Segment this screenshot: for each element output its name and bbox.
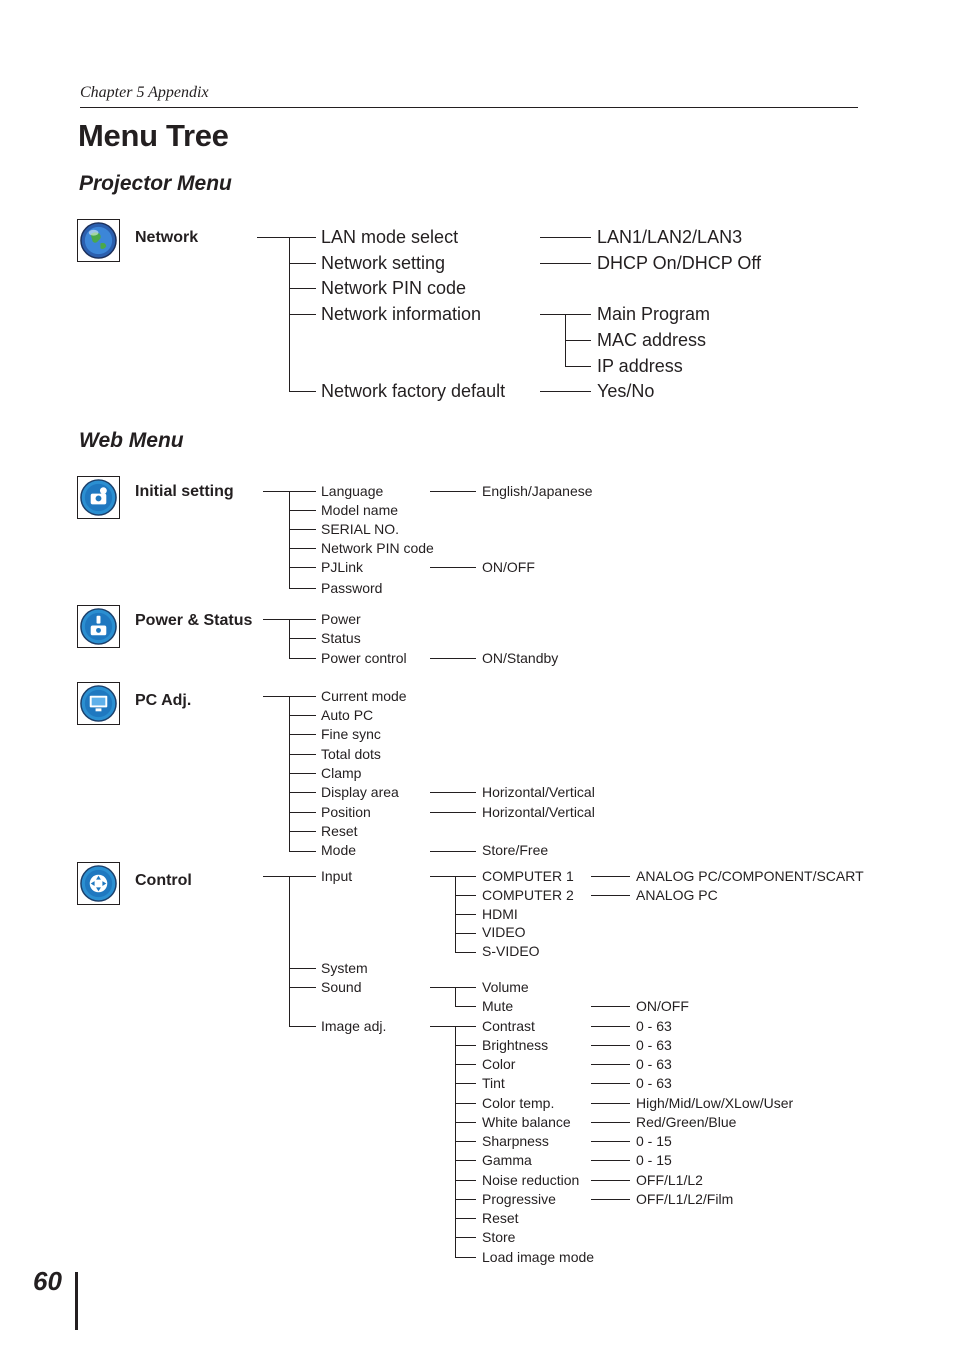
connector-line xyxy=(289,263,316,264)
connector-line xyxy=(430,792,476,793)
sub-item: Load image mode xyxy=(482,1249,595,1265)
sub-item: Mute xyxy=(482,998,514,1014)
option-value: 0 - 15 xyxy=(636,1152,672,1168)
menu-item: Network factory default xyxy=(321,381,506,401)
connector-line xyxy=(565,366,591,367)
option-value: Main Program xyxy=(597,304,711,324)
connector-line xyxy=(455,1199,476,1200)
menu-item: Total dots xyxy=(321,746,381,762)
sub-item: Color xyxy=(482,1056,516,1072)
menu-item: Clamp xyxy=(321,765,362,781)
option-value: ON/OFF xyxy=(482,559,535,575)
option-value: Red/Green/Blue xyxy=(636,1114,737,1130)
option-value: Store/Free xyxy=(482,842,549,858)
menu-item: Language xyxy=(321,483,384,499)
connector-line xyxy=(289,548,316,549)
connector-line xyxy=(430,812,476,813)
connector-line xyxy=(289,288,316,289)
menu-item: Reset xyxy=(321,823,358,839)
connector-line xyxy=(591,1122,630,1123)
connector-line xyxy=(430,851,476,852)
connector-line xyxy=(540,391,591,392)
page-number: 60 xyxy=(33,1266,62,1296)
connector-line xyxy=(289,715,316,716)
sub-item: Store xyxy=(482,1229,516,1245)
connector-line xyxy=(591,1006,630,1007)
connector-line xyxy=(591,1199,630,1200)
option-value: Horizontal/Vertical xyxy=(482,784,595,800)
menu-item: Auto PC xyxy=(321,707,374,723)
connector-line xyxy=(591,895,630,896)
globe-icon xyxy=(77,219,120,262)
option-value: OFF/L1/L2 xyxy=(636,1172,703,1188)
monitor-icon xyxy=(77,682,120,725)
connector-line xyxy=(430,658,476,659)
connector-line xyxy=(591,1103,630,1104)
connector-line xyxy=(540,237,591,238)
connector-line xyxy=(289,792,316,793)
menu-item: SERIAL NO. xyxy=(321,521,400,537)
connector-line xyxy=(257,237,316,238)
connector-line xyxy=(591,1083,630,1084)
connector-line xyxy=(455,895,476,896)
sub-item: Progressive xyxy=(482,1191,556,1207)
menu-item: Network setting xyxy=(321,253,446,273)
connector-line xyxy=(289,314,316,315)
sub-item: Gamma xyxy=(482,1152,532,1168)
connector-line xyxy=(289,588,316,589)
sub-item: Noise reduction xyxy=(482,1172,580,1188)
menu-item: Display area xyxy=(321,784,399,800)
settings-gear-icon xyxy=(77,476,120,519)
option-value: 0 - 15 xyxy=(636,1133,672,1149)
connector-line xyxy=(289,968,316,969)
option-value: ON/Standby xyxy=(482,650,559,666)
connector-line xyxy=(430,567,476,568)
menu-item: LAN mode select xyxy=(321,227,459,247)
page-number-bar xyxy=(75,1272,78,1330)
power-status-icon xyxy=(77,605,120,648)
menu-item: Input xyxy=(321,868,353,884)
connector-line xyxy=(455,1218,476,1219)
option-value: English/Japanese xyxy=(482,483,593,499)
connector-line xyxy=(455,1237,476,1238)
connector-line xyxy=(289,773,316,774)
menu-item: Power xyxy=(321,611,361,627)
connector-line xyxy=(591,1160,630,1161)
connector-line xyxy=(289,1026,316,1027)
menu-item: Status xyxy=(321,630,361,646)
projector-menu-heading: Projector Menu xyxy=(79,172,232,195)
connector-line xyxy=(289,831,316,832)
connector-line xyxy=(289,567,316,568)
option-value: Horizontal/Vertical xyxy=(482,804,595,820)
option-value: 0 - 63 xyxy=(636,1018,672,1034)
connector-line xyxy=(591,1141,630,1142)
sub-item: Contrast xyxy=(482,1018,535,1034)
sub-item: White balance xyxy=(482,1114,571,1130)
option-value: DHCP On/DHCP Off xyxy=(597,253,762,273)
category-control: Control xyxy=(135,872,192,889)
sub-item: Volume xyxy=(482,979,529,995)
connector-line xyxy=(289,876,290,1026)
sub-item: Color temp. xyxy=(482,1095,555,1111)
menu-item: Model name xyxy=(321,502,399,518)
category-power-status: Power & Status xyxy=(135,612,253,629)
connector-line xyxy=(455,1122,476,1123)
connector-line xyxy=(455,1257,476,1258)
menu-item: PJLink xyxy=(321,559,364,575)
connector-line xyxy=(455,1083,476,1084)
connector-line xyxy=(455,914,476,915)
menu-item: Position xyxy=(321,804,371,820)
connector-line xyxy=(430,1026,476,1027)
connector-line xyxy=(289,987,316,988)
page-title: Menu Tree xyxy=(78,118,229,153)
menu-item: Image adj. xyxy=(321,1018,387,1034)
menu-item: Network PIN code xyxy=(321,540,434,556)
option-value: ANALOG PC/COMPONENT/SCART xyxy=(636,868,864,884)
connector-line xyxy=(289,812,316,813)
option-value: Yes/No xyxy=(597,381,655,401)
option-value: 0 - 63 xyxy=(636,1037,672,1053)
option-value: LAN1/LAN2/LAN3 xyxy=(597,227,743,247)
chapter-label: Chapter 5 Appendix xyxy=(80,84,209,101)
sub-item: Tint xyxy=(482,1075,505,1091)
connector-line xyxy=(591,876,630,877)
connector-line xyxy=(591,1026,630,1027)
option-value: IP address xyxy=(597,356,683,376)
menu-item: Password xyxy=(321,580,383,596)
menu-item: Mode xyxy=(321,842,357,858)
menu-item: Sound xyxy=(321,979,362,995)
sub-item: Sharpness xyxy=(482,1133,549,1149)
connector-line xyxy=(289,658,316,659)
menu-item: Power control xyxy=(321,650,407,666)
sub-item: S-VIDEO xyxy=(482,943,540,959)
connector-line xyxy=(455,1045,476,1046)
connector-line xyxy=(455,1064,476,1065)
sub-item: VIDEO xyxy=(482,924,526,940)
menu-item: Fine sync xyxy=(321,726,381,742)
connector-line xyxy=(455,1180,476,1181)
connector-line xyxy=(591,1180,630,1181)
header-divider xyxy=(80,107,858,108)
connector-line xyxy=(591,1064,630,1065)
connector-line xyxy=(289,734,316,735)
connector-line xyxy=(289,754,316,755)
connector-line xyxy=(289,638,316,639)
option-value: 0 - 63 xyxy=(636,1075,672,1091)
connector-line xyxy=(455,952,476,953)
connector-line xyxy=(289,529,316,530)
sub-item: HDMI xyxy=(482,906,518,922)
connector-line xyxy=(540,263,591,264)
option-value: OFF/L1/L2/Film xyxy=(636,1191,734,1207)
connector-line xyxy=(565,340,591,341)
connector-line xyxy=(455,987,456,1006)
option-value: 0 - 63 xyxy=(636,1056,672,1072)
menu-item: System xyxy=(321,960,368,976)
option-value: ANALOG PC xyxy=(636,887,718,903)
connector-line xyxy=(455,933,476,934)
connector-line xyxy=(591,1045,630,1046)
connector-line xyxy=(289,851,316,852)
control-pad-icon xyxy=(77,862,120,905)
menu-item: Current mode xyxy=(321,688,407,704)
option-value: ON/OFF xyxy=(636,998,689,1014)
option-value: MAC address xyxy=(597,330,707,350)
sub-item: Reset xyxy=(482,1210,519,1226)
connector-line xyxy=(289,491,290,588)
connector-line xyxy=(430,876,476,877)
connector-line xyxy=(289,391,316,392)
category-pc-adj: PC Adj. xyxy=(135,692,192,709)
category-network: Network xyxy=(135,229,199,246)
menu-item: Network information xyxy=(321,304,482,324)
sub-item: Brightness xyxy=(482,1037,549,1053)
connector-line xyxy=(455,1141,476,1142)
category-initial-setting: Initial setting xyxy=(135,483,234,500)
option-value: High/Mid/Low/XLow/User xyxy=(636,1095,794,1111)
web-menu-heading: Web Menu xyxy=(79,429,184,452)
connector-line xyxy=(430,987,476,988)
connector-line xyxy=(289,510,316,511)
connector-line xyxy=(455,1006,476,1007)
connector-line xyxy=(430,491,476,492)
sub-item: COMPUTER 1 xyxy=(482,868,574,884)
sub-item: COMPUTER 2 xyxy=(482,887,574,903)
connector-line xyxy=(455,1103,476,1104)
menu-item: Network PIN code xyxy=(321,278,467,298)
connector-line xyxy=(455,1160,476,1161)
